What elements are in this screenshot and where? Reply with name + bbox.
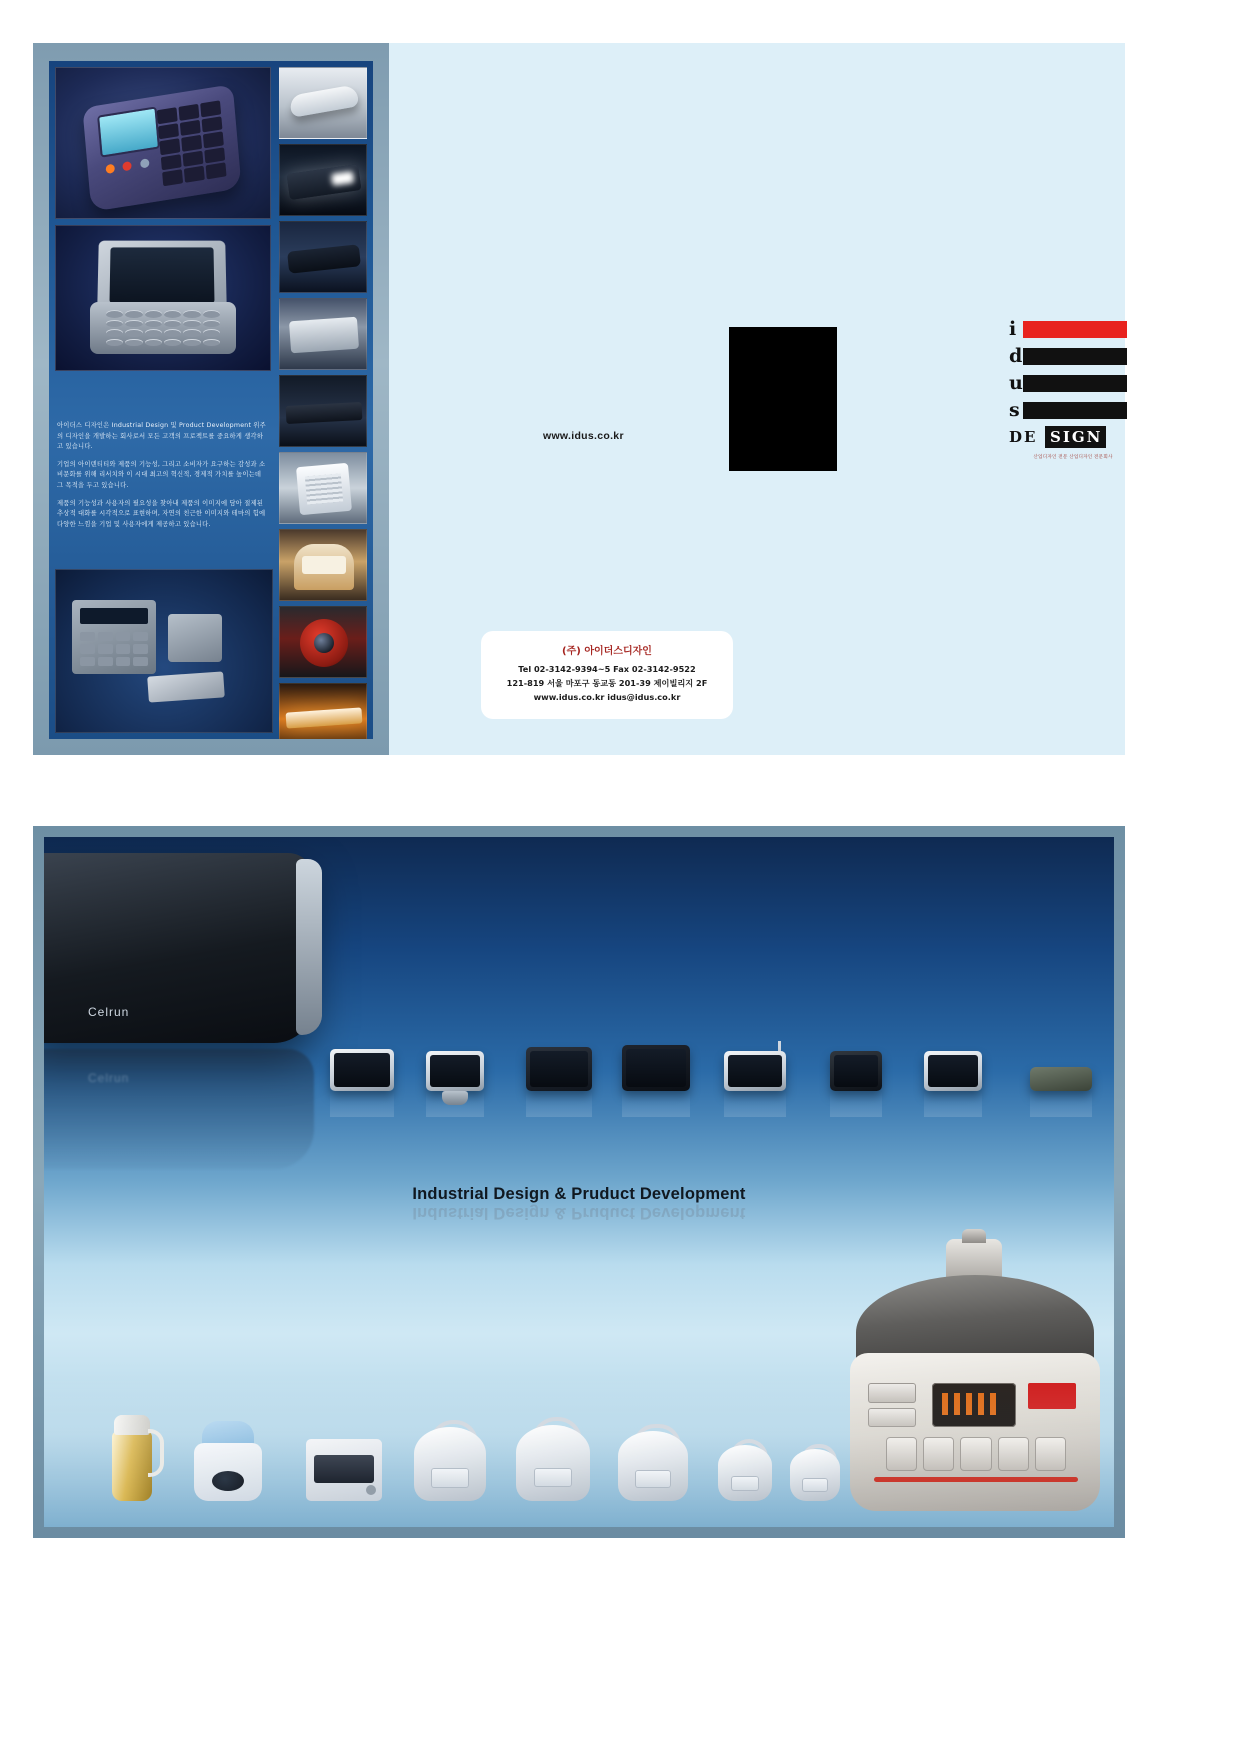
website-url: www.idus.co.kr (543, 430, 624, 442)
placeholder-black-image (729, 327, 837, 471)
device-lineup-row (330, 1007, 1090, 1091)
tv-brand-reflection: Celrun (88, 1071, 130, 1085)
key-grey (140, 158, 150, 168)
light-bar-shape (286, 707, 363, 728)
rice-cooker-small (718, 1445, 772, 1501)
cooker-body (618, 1431, 688, 1501)
wide-lcd-monitor (526, 1047, 592, 1091)
dictionary-keyboard (106, 310, 220, 346)
dictionary-base (90, 302, 236, 354)
description-paragraph: 기업의 아이덴티티와 제품의 기능성, 그리고 소비자가 요구하는 감성과 소비문화를 위해 리서치와 이 시대 최고의 혁신적, 경제적 가치를 높이는데 그 목적을 두고 있습니다. (57, 460, 266, 489)
appliance-lineup-row (84, 1391, 874, 1501)
device-body (1030, 1067, 1092, 1091)
button (133, 644, 148, 653)
radio-shape (294, 544, 354, 590)
device-screen (728, 1055, 782, 1087)
keypad-key (181, 135, 202, 152)
keypad-key (184, 166, 205, 183)
cooker-panel (802, 1478, 828, 1492)
key (203, 339, 220, 347)
logo-row-s (1009, 398, 1139, 424)
key (125, 329, 142, 337)
device-screen (626, 1049, 686, 1087)
kettle-handle (148, 1429, 164, 1477)
logo-letter: u (1009, 372, 1023, 394)
device-body (924, 1051, 982, 1091)
key (125, 339, 142, 347)
cooker-button (960, 1437, 991, 1471)
toaster-oven (306, 1429, 382, 1501)
humidifier-control-dial (212, 1471, 244, 1491)
handheld-navigation-device (830, 1051, 882, 1091)
portable-tv-with-antenna (724, 1051, 786, 1091)
payment-terminal-mock (82, 84, 241, 212)
terminal-function-keys (105, 154, 153, 173)
poster-headline-reflection: Industrial Design & Pruduct Development (412, 1204, 746, 1222)
oven-door (314, 1455, 374, 1483)
grill-texture (305, 473, 343, 504)
logo-letter: i (1009, 318, 1017, 340)
slim-media-box (1030, 1067, 1092, 1091)
cooker-button-row (886, 1437, 1066, 1471)
device-buttons (80, 632, 148, 666)
key (164, 310, 181, 318)
rice-cooker-large (414, 1427, 486, 1501)
page1-left-panel (33, 43, 389, 755)
button (133, 657, 148, 666)
device-reflection (426, 1091, 484, 1117)
device-body (830, 1051, 882, 1091)
keypad-key (200, 100, 221, 117)
device-screen (430, 1055, 480, 1087)
key (145, 339, 162, 347)
logo-row-d (1009, 344, 1139, 370)
keypad-key (206, 163, 227, 180)
key (145, 329, 162, 337)
thumbnail-portable-hard-drive (279, 298, 367, 370)
keypad-key (180, 119, 201, 136)
idus-logo (1009, 317, 1139, 460)
device-reflection (330, 1091, 394, 1117)
device-body (426, 1051, 484, 1091)
device-reflection (622, 1091, 690, 1117)
car-audio-shape (287, 164, 362, 200)
keypad-key (162, 170, 183, 187)
kettle-body (112, 1431, 152, 1501)
page1-right-panel (389, 43, 1125, 755)
button (98, 632, 113, 641)
thumbnail-computer-mouse (279, 67, 367, 139)
cooker-button (923, 1437, 954, 1471)
device-reflection (830, 1091, 882, 1117)
webcam-shape (300, 619, 348, 667)
terminal-screen (97, 106, 160, 157)
poster-artwork (44, 837, 1114, 1527)
key (106, 310, 123, 318)
dictionary-screen (109, 247, 214, 303)
device-reflection (924, 1091, 982, 1117)
logo-letter: d (1009, 345, 1023, 367)
cooker-body (718, 1445, 772, 1501)
company-name: (주) 아이더스디자인 (562, 646, 652, 657)
key (164, 320, 181, 328)
cooker-body (790, 1449, 840, 1501)
company-description (57, 421, 269, 537)
keypad-key (158, 123, 179, 140)
key (106, 339, 123, 347)
keypad-key (157, 107, 178, 124)
cooker-side-buttons (868, 1383, 916, 1427)
cooker-button (868, 1383, 916, 1403)
thumbnail-web-camera (279, 606, 367, 678)
thumbnail-set-top-box (279, 375, 367, 447)
logo-word-de: DE (1009, 428, 1038, 446)
key (203, 310, 220, 318)
dictionary-lid (97, 241, 227, 311)
button (98, 657, 113, 666)
contact-web-email-line: www.idus.co.kr idus@idus.co.kr (533, 692, 681, 702)
cooker-button (998, 1437, 1029, 1471)
button (116, 632, 131, 641)
humidifier-base (194, 1443, 262, 1501)
camera-lens (314, 633, 334, 653)
cooker-panel (635, 1470, 671, 1488)
logo-row-u (1009, 371, 1139, 397)
device-display (80, 608, 148, 624)
logo-wordmark-design (1009, 428, 1139, 448)
key (106, 320, 123, 328)
description-paragraph: 제품의 기능성과 사용자의 필요성을 찾아내 제품의 이미지에 담아 절제된 추상적 대화를 시각적으로 표현하며, 자연의 친근한 이미지와 테마의 힘에 다양한 느낌을 기업 및 사용자에게 제공하고 있습니다. (57, 499, 266, 528)
cooker-display-segments (942, 1393, 1002, 1415)
cooker-button (1035, 1437, 1066, 1471)
button (116, 644, 131, 653)
button (80, 632, 95, 641)
cooker-panel (534, 1468, 572, 1488)
radio-dial (302, 556, 346, 574)
ultrasonic-humidifier (194, 1417, 262, 1501)
digital-photo-frame-with-stand (426, 1051, 484, 1091)
key-red (123, 161, 133, 171)
button (98, 644, 113, 653)
dvd-drive-shape (287, 244, 361, 273)
key (164, 339, 181, 347)
display-glow (331, 171, 354, 186)
key (183, 320, 200, 328)
description-paragraph: 아이더스 디자인은 Industrial Design 및 Product Development 위주의 디자인을 개발하는 회사로서 모든 고객의 프로젝트를 중요하게 생각하고 있습니다. (57, 422, 266, 451)
oven-knob (366, 1485, 376, 1495)
cooker-main-body (850, 1353, 1100, 1511)
device-reflection (724, 1091, 786, 1117)
device-screen (928, 1055, 978, 1087)
cooker-body (516, 1425, 590, 1501)
terminal-keypad (157, 100, 227, 186)
key-orange (105, 164, 115, 174)
thumbnail-retro-radio (279, 529, 367, 601)
hard-drive-shape (289, 317, 359, 354)
key (183, 310, 200, 318)
logo-word-sign: SIGN (1045, 426, 1106, 448)
cooker-button (886, 1437, 917, 1471)
electronic-dictionary-mock (90, 240, 236, 358)
button (133, 632, 148, 641)
key (183, 339, 200, 347)
rice-cooker-mini (790, 1449, 840, 1501)
black-portable-dvd-player (622, 1045, 690, 1091)
key (183, 329, 200, 337)
oven-body (306, 1439, 382, 1501)
rice-cooker-medium (516, 1425, 590, 1501)
contact-address-line: 121-819 서울 마포구 동교동 201-39 제이빌리지 2F (506, 678, 708, 688)
thumbnail-led-light-bar (279, 683, 367, 739)
key (125, 310, 142, 318)
logo-bar-black (1023, 375, 1127, 392)
thumbnail-external-dvd-drive (279, 221, 367, 293)
key (125, 320, 142, 328)
device-reflection (526, 1091, 592, 1117)
cooker-accent-strip (874, 1477, 1078, 1482)
key (145, 320, 162, 328)
control-panel-device (72, 600, 156, 674)
cooker-panel (731, 1476, 759, 1491)
logo-letter: s (1009, 399, 1020, 421)
key (145, 310, 162, 318)
keypad-key (161, 154, 182, 171)
device-screen (334, 1053, 390, 1087)
medical-device-group-photo (55, 569, 273, 733)
electronic-dictionary-photo (55, 225, 271, 371)
key (203, 329, 220, 337)
key (164, 329, 181, 337)
keypad-key (203, 131, 224, 148)
logo-tagline: 산업디자인 전문 산업디자인 전문회사 (1033, 455, 1113, 460)
keypad-key (178, 104, 199, 121)
device-screen (530, 1051, 588, 1087)
device-body (526, 1047, 592, 1091)
contact-card (481, 631, 733, 719)
mobile-payment-terminal-photo (55, 67, 271, 219)
kettle-lid (114, 1415, 150, 1435)
tv-brand-text: Celrun (88, 1005, 130, 1019)
key (203, 320, 220, 328)
thumbnail-wall-mounted-air-cleaner (279, 452, 367, 524)
contact-phone-line: Tel 02-3142-9394~5 Fax 02-3142-9522 (518, 664, 696, 674)
logo-bar-red (1023, 321, 1127, 338)
button (116, 657, 131, 666)
secondary-device (168, 614, 222, 662)
cooker-body (414, 1427, 486, 1501)
pressure-rice-cooker-featured (850, 1233, 1100, 1513)
product-thumbnail-strip (279, 67, 367, 739)
logo-row-i (1009, 317, 1139, 343)
keypad-key (159, 138, 180, 155)
logo-bar-black (1023, 348, 1127, 365)
tv-reflection (44, 1049, 314, 1169)
keypad-key (183, 151, 204, 168)
device-screen (834, 1055, 878, 1087)
button (80, 644, 95, 653)
brochure-page-1 (33, 43, 1125, 755)
device-reflection (1030, 1091, 1092, 1117)
large-flat-panel-tv (44, 853, 314, 1043)
button (80, 657, 95, 666)
cooker-panel (431, 1468, 468, 1487)
set-top-box-shape (286, 402, 363, 424)
page1-left-inner-panel (49, 61, 373, 739)
keypad-key (204, 147, 225, 164)
device-body (724, 1051, 786, 1091)
camcorder-style-device (924, 1051, 982, 1091)
cooker-display (932, 1383, 1016, 1427)
device-body (622, 1045, 690, 1091)
tv-side-edge (296, 859, 322, 1035)
hero-image-column (55, 67, 271, 377)
cooker-button (868, 1408, 916, 1428)
poster-headline: Industrial Design & Pruduct Development (412, 1185, 746, 1203)
cooker-red-label (1028, 1383, 1076, 1409)
brochure-page-2 (33, 826, 1125, 1538)
thumbnail-car-audio-head-unit (279, 144, 367, 216)
electric-kettle (104, 1405, 160, 1501)
mouse-shape (289, 84, 360, 117)
logo-bar-black (1023, 402, 1127, 419)
portable-monitor (330, 1049, 394, 1091)
key (106, 329, 123, 337)
keypad-key (202, 116, 223, 133)
air-cleaner-shape (296, 463, 352, 515)
handheld-device (147, 671, 225, 702)
rice-cooker-round (618, 1431, 688, 1501)
device-body (330, 1049, 394, 1091)
